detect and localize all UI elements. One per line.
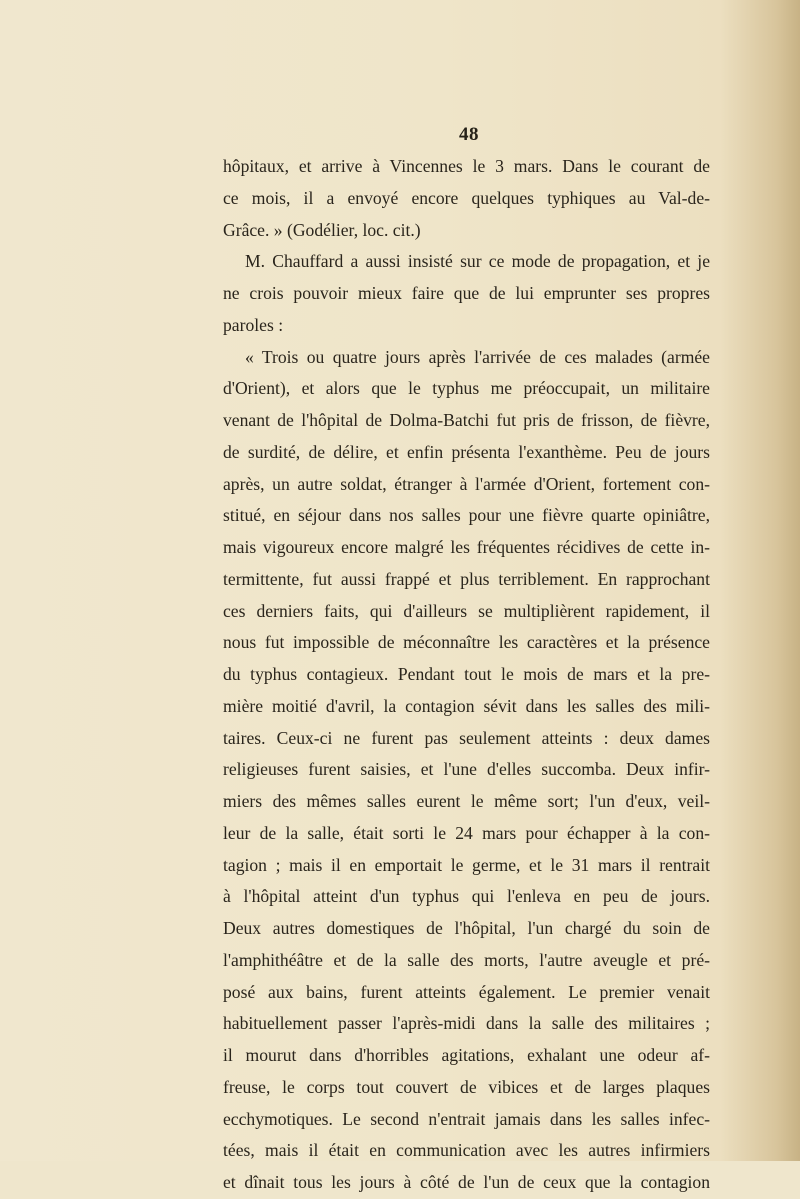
- text-line: ne crois pouvoir mieux faire que de lui emprunter ses propres: [223, 283, 710, 303]
- text-line: habituellement passer l'après-midi dans la salle des militaires ;: [223, 1013, 710, 1034]
- text-line: après, un autre soldat, étranger à l'armée d'Orient, fortement con-: [223, 473, 710, 494]
- text-line: il mourut dans d'horribles agitations, exhalant une odeur af-: [223, 1045, 710, 1065]
- text-line: miers des mêmes salles eurent le même sort; l'un d'eux, veil-: [223, 791, 710, 811]
- text-line: à l'hôpital atteint d'un typhus qui l'enleva en peu de jours.: [223, 886, 710, 907]
- text-line: freuse, le corps tout couvert de vibices et de larges plaques: [223, 1076, 710, 1097]
- text-line: venant de l'hôpital de Dolma-Batchi fut pris de frisson, de fièvre,: [223, 410, 710, 430]
- text-line: termittente, fut aussi frappé et plus terriblement. En rapprochant: [223, 568, 710, 589]
- text-line: l'amphithéâtre et de la salle des morts, l'autre aveugle et pré-: [223, 949, 710, 970]
- text-line: tées, mais il était en communication avec les autres infirmiers: [223, 1140, 710, 1161]
- text-line: ecchymotiques. Le second n'entrait jamais dans les salles infec-: [223, 1108, 710, 1129]
- text-line: « Trois ou quatre jours après l'arrivée de ces malades (armée: [245, 346, 710, 367]
- text-line: ce mois, il a envoyé encore quelques typhiques au Val-de-: [223, 187, 710, 208]
- text-line: ces derniers faits, qui d'ailleurs se multiplièrent rapidement, il: [223, 600, 710, 621]
- text-line: Deux autres domestiques de l'hôpital, l'un chargé du soin de: [223, 918, 710, 938]
- text-line: Grâce. » (Godélier, loc. cit.): [223, 219, 421, 240]
- page-number: 48: [459, 124, 479, 145]
- text-line: d'Orient), et alors que le typhus me préoccupait, un militaire: [223, 378, 710, 399]
- text-line: nous fut impossible de méconnaître les caractères et la présence: [223, 632, 710, 653]
- text-line: taires. Ceux-ci ne furent pas seulement atteints : deux dames: [223, 727, 710, 748]
- text-line: stitué, en séjour dans nos salles pour une fièvre quarte opiniâtre,: [223, 505, 710, 526]
- text-line: posé aux bains, furent atteints également. Le premier venait: [223, 981, 710, 1002]
- text-line: religieuses furent saisies, et l'une d'elles succomba. Deux infir-: [223, 759, 710, 780]
- body-text: [223, 151, 710, 1199]
- text-line: leur de la salle, était sorti le 24 mars pour échapper à la con-: [223, 822, 710, 843]
- text-line: hôpitaux, et arrive à Vincennes le 3 mars. Dans le courant de: [223, 156, 710, 176]
- text-line: de surdité, de délire, et enfin présenta l'exanthème. Peu de jours: [223, 441, 710, 462]
- text-line: mière moitié d'avril, la contagion sévit dans les salles des mili-: [223, 695, 710, 716]
- text-line: paroles :: [223, 314, 284, 335]
- text-line: M. Chauffard a aussi insisté sur ce mode de propagation, et je: [245, 251, 710, 272]
- text-line: tagion ; mais il en emportait le germe, et le 31 mars il rentrait: [223, 854, 710, 875]
- text-line: et dînait tous les jours à côté de l'un de ceux que la contagion: [223, 1172, 710, 1192]
- text-line: du typhus contagieux. Pendant tout le mois de mars et la pre-: [223, 664, 710, 684]
- text-line: mais vigoureux encore malgré les fréquentes récidives de cette in-: [223, 537, 710, 557]
